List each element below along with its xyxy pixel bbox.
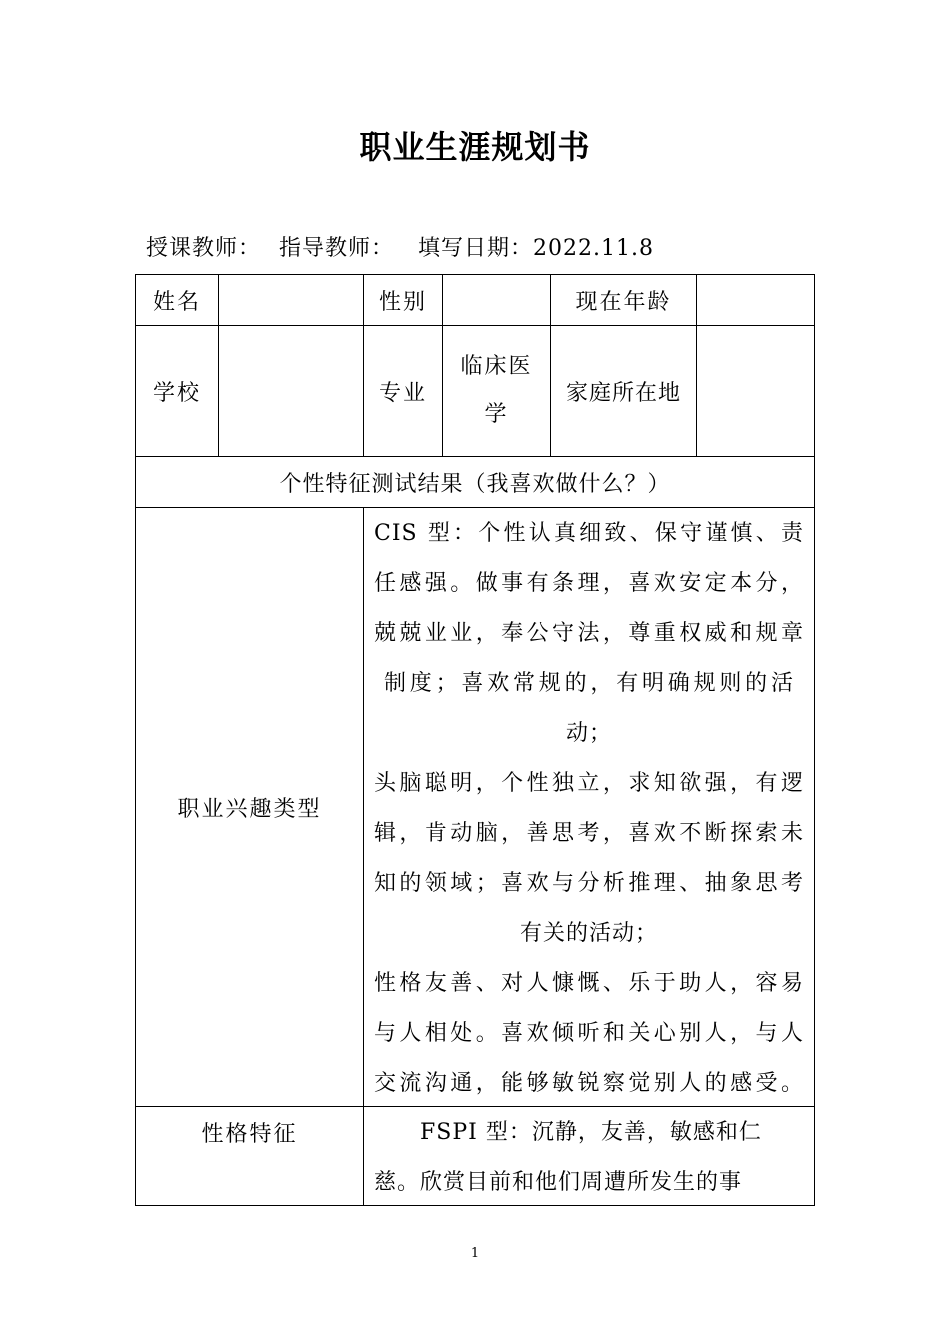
school-value bbox=[219, 326, 363, 456]
name-value bbox=[219, 275, 363, 325]
document-title: 职业生涯规划书 bbox=[359, 128, 591, 166]
interest-line: 与人相处。喜欢倾听和关心别人，与人 bbox=[374, 1021, 804, 1046]
gender-label: 性别 bbox=[378, 289, 427, 315]
interest-line: CIS 型：个性认真细致、保守谨慎、责 bbox=[374, 521, 804, 546]
career-form-table bbox=[135, 274, 815, 1206]
school-label: 学校 bbox=[152, 380, 201, 406]
interest-line: 头脑聪明，个性独立，求知欲强，有逻 bbox=[374, 771, 804, 796]
name-label: 姓名 bbox=[152, 289, 201, 315]
gender-value bbox=[443, 275, 550, 325]
interest-line: 性格友善、对人慷慨、乐于助人，容易 bbox=[374, 971, 804, 996]
interest-line: 知的领域；喜欢与分析推理、抽象思考 bbox=[374, 871, 804, 896]
interest-line: 兢兢业业，奉公守法，尊重权威和规章 bbox=[374, 621, 804, 646]
major-label: 专业 bbox=[378, 380, 427, 406]
page-number: 1 bbox=[470, 1246, 480, 1261]
interest-description bbox=[374, 509, 804, 1109]
interest-label: 职业兴趣类型 bbox=[177, 796, 322, 822]
interest-line: 制度；喜欢常规的，有明确规则的活 bbox=[384, 671, 794, 696]
personality-line: FSPI 型：沉静，友善，敏感和仁 bbox=[420, 1120, 762, 1145]
personality-line: 慈。欣赏目前和他们周遭所发生的事 bbox=[374, 1170, 743, 1195]
interest-line: 辑，肯动脑，善思考，喜欢不断探索未 bbox=[374, 821, 804, 846]
date-value: 2022.11.8 bbox=[533, 236, 655, 261]
home-label: 家庭所在地 bbox=[565, 380, 681, 406]
age-value bbox=[697, 275, 814, 325]
interest-line: 交流沟通，能够敏锐察觉别人的感受。 bbox=[374, 1071, 804, 1096]
personality-label: 性格特征 bbox=[201, 1121, 298, 1147]
date-label: 填写日期： bbox=[418, 236, 534, 261]
section-header: 个性特征测试结果（我喜欢做什么？） bbox=[279, 471, 671, 497]
col-divider bbox=[363, 507, 364, 1205]
home-value bbox=[697, 326, 814, 456]
major-value-line: 临床医 bbox=[460, 354, 533, 379]
age-label: 现在年龄 bbox=[575, 289, 672, 315]
meta-line bbox=[146, 232, 654, 266]
major-value bbox=[443, 326, 550, 456]
personality-description bbox=[374, 1108, 804, 1208]
major-value-line: 学 bbox=[484, 402, 509, 427]
teacher-label: 授课教师： bbox=[146, 236, 262, 261]
interest-line: 任感强。做事有条理，喜欢安定本分， bbox=[374, 571, 804, 596]
advisor-label: 指导教师： bbox=[279, 236, 395, 261]
interest-line: 有关的活动； bbox=[519, 921, 658, 946]
interest-line: 动； bbox=[565, 721, 612, 746]
